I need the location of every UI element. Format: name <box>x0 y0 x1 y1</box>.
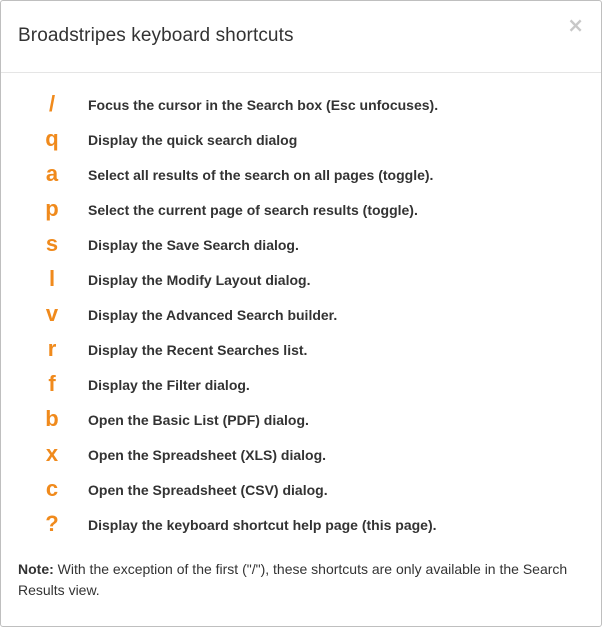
shortcut-row-b <box>1 402 601 437</box>
shortcut-key: ? <box>45 511 59 536</box>
shortcut-row-p <box>1 192 601 227</box>
shortcut-description: Open the Spreadsheet (CSV) dialog. <box>88 482 328 498</box>
shortcut-description: Display the Advanced Search builder. <box>88 307 338 323</box>
note-text: With the exception of the first ("/"), these shortcuts are only available in the Search Results view. <box>18 561 568 598</box>
dialog-title: Broadstripes keyboard shortcuts <box>18 25 294 46</box>
footer-note <box>18 559 583 601</box>
shortcut-description: Display the Filter dialog. <box>88 377 250 393</box>
shortcut-row-q <box>1 122 601 157</box>
shortcut-key: f <box>48 371 56 396</box>
shortcut-row-s <box>1 227 601 262</box>
shortcut-description: Open the Spreadsheet (XLS) dialog. <box>88 447 327 463</box>
shortcut-key: p <box>45 196 59 221</box>
shortcut-row-x <box>1 437 601 472</box>
shortcut-key: a <box>45 161 59 186</box>
shortcut-row-l <box>1 262 601 297</box>
shortcut-description: Open the Basic List (PDF) dialog. <box>88 412 309 428</box>
shortcut-description: Display the Modify Layout dialog. <box>88 272 311 288</box>
note-label: Note: <box>18 561 54 577</box>
shortcut-key: r <box>47 336 57 361</box>
shortcut-row-r <box>1 332 601 367</box>
shortcut-row-v <box>1 297 601 332</box>
shortcut-description: Select all results of the search on all pages (toggle). <box>88 167 434 183</box>
shortcut-description: Display the Recent Searches list. <box>88 342 308 358</box>
shortcut-list <box>1 87 601 542</box>
shortcut-key: x <box>45 441 59 466</box>
shortcut-row-c <box>1 472 601 507</box>
shortcut-description: Display the quick search dialog <box>88 132 298 148</box>
shortcut-key: s <box>45 231 59 256</box>
shortcut-key: b <box>45 406 59 431</box>
shortcut-row-f <box>1 367 601 402</box>
shortcut-description: Focus the cursor in the Search box (Esc unfocuses). <box>88 97 439 113</box>
close-icon[interactable]: × <box>567 13 584 37</box>
shortcut-key: v <box>45 301 59 326</box>
shortcut-description: Select the current page of search results (toggle). <box>88 202 418 218</box>
shortcut-key: l <box>48 266 56 291</box>
shortcut-description: Display the keyboard shortcut help page (this page). <box>88 517 437 533</box>
shortcut-description: Display the Save Search dialog. <box>88 237 299 253</box>
shortcut-key: / <box>48 91 56 116</box>
shortcut-row-question <box>1 507 601 542</box>
dialog-header <box>1 1 601 73</box>
shortcut-row-a <box>1 157 601 192</box>
shortcut-key: q <box>45 126 59 151</box>
shortcut-row-slash <box>1 87 601 122</box>
shortcut-key: c <box>45 476 59 501</box>
